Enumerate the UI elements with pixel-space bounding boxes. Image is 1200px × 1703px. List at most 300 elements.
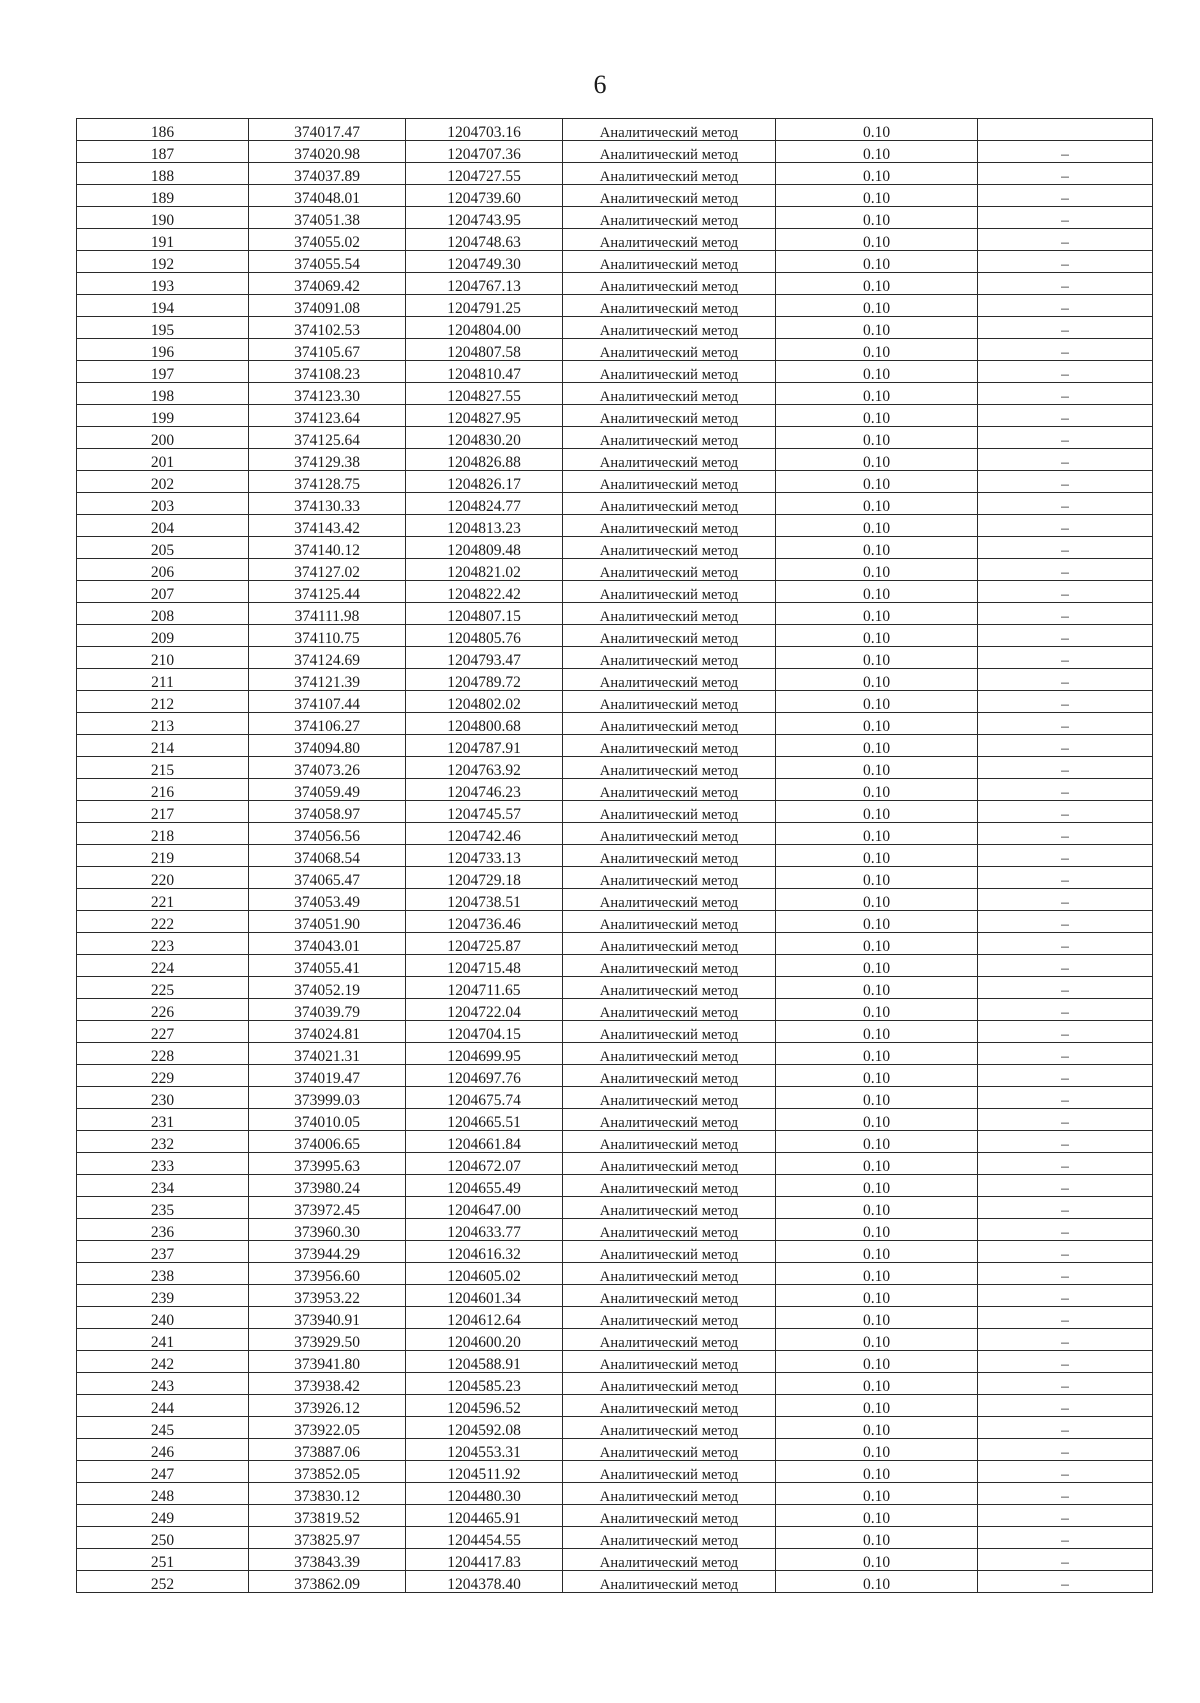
- table-row: [77, 273, 1153, 295]
- accuracy-cell: 0.10: [776, 1175, 978, 1197]
- accuracy-cell: 0.10: [776, 141, 978, 163]
- y-coordinate-cell: 1204807.15: [406, 603, 563, 625]
- note-cell: –: [978, 691, 1153, 713]
- table-row: [77, 1109, 1153, 1131]
- accuracy-cell: 0.10: [776, 1131, 978, 1153]
- x-coordinate-cell: 374124.69: [249, 647, 406, 669]
- method-cell: Аналитический метод: [563, 735, 776, 757]
- x-coordinate-cell: 373819.52: [249, 1505, 406, 1527]
- note-cell: –: [978, 1373, 1153, 1395]
- x-coordinate-cell: 373926.12: [249, 1395, 406, 1417]
- accuracy-cell: 0.10: [776, 207, 978, 229]
- y-coordinate-cell: 1204791.25: [406, 295, 563, 317]
- accuracy-cell: 0.10: [776, 515, 978, 537]
- note-cell: –: [978, 1219, 1153, 1241]
- table-row: [77, 361, 1153, 383]
- page-number: 6: [593, 70, 607, 99]
- point-number-cell: 203: [77, 493, 249, 515]
- y-coordinate-cell: 1204480.30: [406, 1483, 563, 1505]
- note-cell: –: [978, 933, 1153, 955]
- y-coordinate-cell: 1204465.91: [406, 1505, 563, 1527]
- y-coordinate-cell: 1204804.00: [406, 317, 563, 339]
- note-cell: –: [978, 977, 1153, 999]
- accuracy-cell: 0.10: [776, 1307, 978, 1329]
- x-coordinate-cell: 374094.80: [249, 735, 406, 757]
- point-number-cell: 236: [77, 1219, 249, 1241]
- accuracy-cell: 0.10: [776, 1483, 978, 1505]
- method-cell: Аналитический метод: [563, 361, 776, 383]
- accuracy-cell: 0.10: [776, 735, 978, 757]
- y-coordinate-cell: 1204813.23: [406, 515, 563, 537]
- note-cell: –: [978, 1549, 1153, 1571]
- note-cell: –: [978, 1329, 1153, 1351]
- note-cell: [978, 119, 1153, 141]
- y-coordinate-cell: 1204800.68: [406, 713, 563, 735]
- note-cell: –: [978, 713, 1153, 735]
- accuracy-cell: 0.10: [776, 251, 978, 273]
- x-coordinate-cell: 373941.80: [249, 1351, 406, 1373]
- accuracy-cell: 0.10: [776, 559, 978, 581]
- y-coordinate-cell: 1204763.92: [406, 757, 563, 779]
- note-cell: –: [978, 1439, 1153, 1461]
- accuracy-cell: 0.10: [776, 1153, 978, 1175]
- x-coordinate-cell: 374024.81: [249, 1021, 406, 1043]
- table-row: [77, 1219, 1153, 1241]
- x-coordinate-cell: 373843.39: [249, 1549, 406, 1571]
- method-cell: Аналитический метод: [563, 845, 776, 867]
- y-coordinate-cell: 1204592.08: [406, 1417, 563, 1439]
- table-row: [77, 1395, 1153, 1417]
- y-coordinate-cell: 1204454.55: [406, 1527, 563, 1549]
- table-row: [77, 1153, 1153, 1175]
- method-cell: Аналитический метод: [563, 405, 776, 427]
- point-number-cell: 198: [77, 383, 249, 405]
- x-coordinate-cell: 374058.97: [249, 801, 406, 823]
- x-coordinate-cell: 374091.08: [249, 295, 406, 317]
- y-coordinate-cell: 1204805.76: [406, 625, 563, 647]
- table-row: [77, 867, 1153, 889]
- table-row: [77, 1439, 1153, 1461]
- accuracy-cell: 0.10: [776, 317, 978, 339]
- y-coordinate-cell: 1204378.40: [406, 1571, 563, 1593]
- table-row: [77, 559, 1153, 581]
- accuracy-cell: 0.10: [776, 955, 978, 977]
- method-cell: Аналитический метод: [563, 1505, 776, 1527]
- note-cell: –: [978, 295, 1153, 317]
- table-row: [77, 845, 1153, 867]
- note-cell: –: [978, 757, 1153, 779]
- accuracy-cell: 0.10: [776, 1571, 978, 1593]
- table-row: [77, 1417, 1153, 1439]
- method-cell: Аналитический метод: [563, 427, 776, 449]
- note-cell: –: [978, 1197, 1153, 1219]
- method-cell: Аналитический метод: [563, 1527, 776, 1549]
- x-coordinate-cell: 374143.42: [249, 515, 406, 537]
- table-row: [77, 339, 1153, 361]
- note-cell: –: [978, 823, 1153, 845]
- method-cell: Аналитический метод: [563, 1461, 776, 1483]
- point-number-cell: 213: [77, 713, 249, 735]
- y-coordinate-cell: 1204742.46: [406, 823, 563, 845]
- point-number-cell: 243: [77, 1373, 249, 1395]
- x-coordinate-cell: 374106.27: [249, 713, 406, 735]
- x-coordinate-cell: 373830.12: [249, 1483, 406, 1505]
- accuracy-cell: 0.10: [776, 977, 978, 999]
- x-coordinate-cell: 374020.98: [249, 141, 406, 163]
- point-number-cell: 216: [77, 779, 249, 801]
- point-number-cell: 232: [77, 1131, 249, 1153]
- table-row: [77, 141, 1153, 163]
- table-row: [77, 1065, 1153, 1087]
- table-row: [77, 999, 1153, 1021]
- point-number-cell: 191: [77, 229, 249, 251]
- x-coordinate-cell: 374125.64: [249, 427, 406, 449]
- x-coordinate-cell: 374048.01: [249, 185, 406, 207]
- point-number-cell: 188: [77, 163, 249, 185]
- y-coordinate-cell: 1204746.23: [406, 779, 563, 801]
- point-number-cell: 227: [77, 1021, 249, 1043]
- note-cell: –: [978, 1483, 1153, 1505]
- table-row: [77, 1505, 1153, 1527]
- y-coordinate-cell: 1204655.49: [406, 1175, 563, 1197]
- y-coordinate-cell: 1204727.55: [406, 163, 563, 185]
- x-coordinate-cell: 374127.02: [249, 559, 406, 581]
- y-coordinate-cell: 1204511.92: [406, 1461, 563, 1483]
- y-coordinate-cell: 1204661.84: [406, 1131, 563, 1153]
- method-cell: Аналитический метод: [563, 471, 776, 493]
- note-cell: –: [978, 273, 1153, 295]
- table-row: [77, 119, 1153, 141]
- y-coordinate-cell: 1204647.00: [406, 1197, 563, 1219]
- method-cell: Аналитический метод: [563, 207, 776, 229]
- y-coordinate-cell: 1204810.47: [406, 361, 563, 383]
- point-number-cell: 196: [77, 339, 249, 361]
- method-cell: Аналитический метод: [563, 1417, 776, 1439]
- x-coordinate-cell: 374010.05: [249, 1109, 406, 1131]
- point-number-cell: 239: [77, 1285, 249, 1307]
- point-number-cell: 234: [77, 1175, 249, 1197]
- note-cell: –: [978, 427, 1153, 449]
- x-coordinate-cell: 374053.49: [249, 889, 406, 911]
- note-cell: –: [978, 1065, 1153, 1087]
- table-row: [77, 163, 1153, 185]
- note-cell: –: [978, 1351, 1153, 1373]
- accuracy-cell: 0.10: [776, 185, 978, 207]
- x-coordinate-cell: 373995.63: [249, 1153, 406, 1175]
- point-number-cell: 229: [77, 1065, 249, 1087]
- x-coordinate-cell: 373999.03: [249, 1087, 406, 1109]
- note-cell: –: [978, 141, 1153, 163]
- point-number-cell: 205: [77, 537, 249, 559]
- x-coordinate-cell: 374107.44: [249, 691, 406, 713]
- point-number-cell: 235: [77, 1197, 249, 1219]
- note-cell: –: [978, 493, 1153, 515]
- x-coordinate-cell: 374019.47: [249, 1065, 406, 1087]
- accuracy-cell: 0.10: [776, 1087, 978, 1109]
- accuracy-cell: 0.10: [776, 1263, 978, 1285]
- method-cell: Аналитический метод: [563, 317, 776, 339]
- table-row: [77, 1043, 1153, 1065]
- point-number-cell: 244: [77, 1395, 249, 1417]
- x-coordinate-cell: 374073.26: [249, 757, 406, 779]
- accuracy-cell: 0.10: [776, 691, 978, 713]
- method-cell: Аналитический метод: [563, 801, 776, 823]
- note-cell: –: [978, 537, 1153, 559]
- method-cell: Аналитический метод: [563, 1219, 776, 1241]
- note-cell: –: [978, 251, 1153, 273]
- table-row: [77, 823, 1153, 845]
- note-cell: –: [978, 1571, 1153, 1593]
- point-number-cell: 251: [77, 1549, 249, 1571]
- table-row: [77, 537, 1153, 559]
- point-number-cell: 241: [77, 1329, 249, 1351]
- note-cell: –: [978, 647, 1153, 669]
- point-number-cell: 250: [77, 1527, 249, 1549]
- method-cell: Аналитический метод: [563, 647, 776, 669]
- point-number-cell: 237: [77, 1241, 249, 1263]
- y-coordinate-cell: 1204612.64: [406, 1307, 563, 1329]
- point-number-cell: 200: [77, 427, 249, 449]
- table-row: [77, 449, 1153, 471]
- method-cell: Аналитический метод: [563, 383, 776, 405]
- point-number-cell: 208: [77, 603, 249, 625]
- x-coordinate-cell: 373944.29: [249, 1241, 406, 1263]
- table-row: [77, 1351, 1153, 1373]
- point-number-cell: 238: [77, 1263, 249, 1285]
- table-row: [77, 229, 1153, 251]
- method-cell: Аналитический метод: [563, 625, 776, 647]
- method-cell: Аналитический метод: [563, 1263, 776, 1285]
- point-number-cell: 218: [77, 823, 249, 845]
- x-coordinate-cell: 374051.90: [249, 911, 406, 933]
- x-coordinate-cell: 374110.75: [249, 625, 406, 647]
- note-cell: –: [978, 911, 1153, 933]
- accuracy-cell: 0.10: [776, 1109, 978, 1131]
- method-cell: Аналитический метод: [563, 251, 776, 273]
- accuracy-cell: 0.10: [776, 625, 978, 647]
- y-coordinate-cell: 1204699.95: [406, 1043, 563, 1065]
- method-cell: Аналитический метод: [563, 119, 776, 141]
- note-cell: –: [978, 1021, 1153, 1043]
- y-coordinate-cell: 1204601.34: [406, 1285, 563, 1307]
- table-row: [77, 647, 1153, 669]
- method-cell: Аналитический метод: [563, 1439, 776, 1461]
- table-row: [77, 1285, 1153, 1307]
- point-number-cell: 193: [77, 273, 249, 295]
- point-number-cell: 225: [77, 977, 249, 999]
- y-coordinate-cell: 1204739.60: [406, 185, 563, 207]
- point-number-cell: 206: [77, 559, 249, 581]
- accuracy-cell: 0.10: [776, 1043, 978, 1065]
- coordinates-table: [76, 118, 1153, 1593]
- method-cell: Аналитический метод: [563, 141, 776, 163]
- method-cell: Аналитический метод: [563, 691, 776, 713]
- note-cell: –: [978, 1417, 1153, 1439]
- x-coordinate-cell: 374108.23: [249, 361, 406, 383]
- table-row: [77, 889, 1153, 911]
- method-cell: Аналитический метод: [563, 823, 776, 845]
- accuracy-cell: 0.10: [776, 1461, 978, 1483]
- x-coordinate-cell: 373887.06: [249, 1439, 406, 1461]
- note-cell: –: [978, 339, 1153, 361]
- x-coordinate-cell: 374006.65: [249, 1131, 406, 1153]
- x-coordinate-cell: 373960.30: [249, 1219, 406, 1241]
- point-number-cell: 246: [77, 1439, 249, 1461]
- x-coordinate-cell: 373940.91: [249, 1307, 406, 1329]
- method-cell: Аналитический метод: [563, 1395, 776, 1417]
- note-cell: –: [978, 735, 1153, 757]
- note-cell: –: [978, 625, 1153, 647]
- y-coordinate-cell: 1204417.83: [406, 1549, 563, 1571]
- method-cell: Аналитический метод: [563, 911, 776, 933]
- y-coordinate-cell: 1204665.51: [406, 1109, 563, 1131]
- accuracy-cell: 0.10: [776, 339, 978, 361]
- y-coordinate-cell: 1204826.17: [406, 471, 563, 493]
- table-row: [77, 515, 1153, 537]
- accuracy-cell: 0.10: [776, 361, 978, 383]
- table-row: [77, 1483, 1153, 1505]
- point-number-cell: 245: [77, 1417, 249, 1439]
- x-coordinate-cell: 374111.98: [249, 603, 406, 625]
- note-cell: –: [978, 669, 1153, 691]
- table-row: [77, 405, 1153, 427]
- method-cell: Аналитический метод: [563, 1549, 776, 1571]
- table-row: [77, 295, 1153, 317]
- point-number-cell: 195: [77, 317, 249, 339]
- y-coordinate-cell: 1204745.57: [406, 801, 563, 823]
- point-number-cell: 228: [77, 1043, 249, 1065]
- note-cell: –: [978, 1131, 1153, 1153]
- point-number-cell: 204: [77, 515, 249, 537]
- method-cell: Аналитический метод: [563, 163, 776, 185]
- note-cell: –: [978, 955, 1153, 977]
- x-coordinate-cell: 373956.60: [249, 1263, 406, 1285]
- accuracy-cell: 0.10: [776, 427, 978, 449]
- method-cell: Аналитический метод: [563, 1153, 776, 1175]
- accuracy-cell: 0.10: [776, 1065, 978, 1087]
- coordinates-table-body: [77, 119, 1153, 1593]
- note-cell: –: [978, 449, 1153, 471]
- table-row: [77, 207, 1153, 229]
- note-cell: –: [978, 1527, 1153, 1549]
- table-row: [77, 251, 1153, 273]
- method-cell: Аналитический метод: [563, 603, 776, 625]
- table-row: [77, 1527, 1153, 1549]
- note-cell: –: [978, 1043, 1153, 1065]
- point-number-cell: 233: [77, 1153, 249, 1175]
- point-number-cell: 249: [77, 1505, 249, 1527]
- table-row: [77, 779, 1153, 801]
- note-cell: –: [978, 471, 1153, 493]
- accuracy-cell: 0.10: [776, 603, 978, 625]
- point-number-cell: 252: [77, 1571, 249, 1593]
- accuracy-cell: 0.10: [776, 581, 978, 603]
- note-cell: –: [978, 515, 1153, 537]
- x-coordinate-cell: 374065.47: [249, 867, 406, 889]
- note-cell: –: [978, 999, 1153, 1021]
- accuracy-cell: 0.10: [776, 1439, 978, 1461]
- note-cell: –: [978, 845, 1153, 867]
- note-cell: –: [978, 603, 1153, 625]
- accuracy-cell: 0.10: [776, 867, 978, 889]
- method-cell: Аналитический метод: [563, 1021, 776, 1043]
- accuracy-cell: 0.10: [776, 405, 978, 427]
- accuracy-cell: 0.10: [776, 1021, 978, 1043]
- x-coordinate-cell: 374037.89: [249, 163, 406, 185]
- y-coordinate-cell: 1204605.02: [406, 1263, 563, 1285]
- accuracy-cell: 0.10: [776, 713, 978, 735]
- note-cell: –: [978, 1153, 1153, 1175]
- x-coordinate-cell: 373922.05: [249, 1417, 406, 1439]
- table-row: [77, 1131, 1153, 1153]
- table-row: [77, 1241, 1153, 1263]
- method-cell: Аналитический метод: [563, 1373, 776, 1395]
- note-cell: –: [978, 1263, 1153, 1285]
- y-coordinate-cell: 1204787.91: [406, 735, 563, 757]
- note-cell: –: [978, 1109, 1153, 1131]
- y-coordinate-cell: 1204738.51: [406, 889, 563, 911]
- method-cell: Аналитический метод: [563, 581, 776, 603]
- x-coordinate-cell: 374017.47: [249, 119, 406, 141]
- table-row: [77, 713, 1153, 735]
- table-row: [77, 1549, 1153, 1571]
- method-cell: Аналитический метод: [563, 1285, 776, 1307]
- x-coordinate-cell: 374055.54: [249, 251, 406, 273]
- method-cell: Аналитический метод: [563, 1241, 776, 1263]
- note-cell: –: [978, 317, 1153, 339]
- method-cell: Аналитический метод: [563, 889, 776, 911]
- accuracy-cell: 0.10: [776, 779, 978, 801]
- point-number-cell: 197: [77, 361, 249, 383]
- x-coordinate-cell: 374068.54: [249, 845, 406, 867]
- point-number-cell: 224: [77, 955, 249, 977]
- point-number-cell: 230: [77, 1087, 249, 1109]
- accuracy-cell: 0.10: [776, 1527, 978, 1549]
- table-row: [77, 427, 1153, 449]
- accuracy-cell: 0.10: [776, 1417, 978, 1439]
- method-cell: Аналитический метод: [563, 1351, 776, 1373]
- accuracy-cell: 0.10: [776, 1285, 978, 1307]
- method-cell: Аналитический метод: [563, 1307, 776, 1329]
- y-coordinate-cell: 1204704.15: [406, 1021, 563, 1043]
- method-cell: Аналитический метод: [563, 999, 776, 1021]
- point-number-cell: 202: [77, 471, 249, 493]
- accuracy-cell: 0.10: [776, 493, 978, 515]
- note-cell: –: [978, 163, 1153, 185]
- accuracy-cell: 0.10: [776, 999, 978, 1021]
- accuracy-cell: 0.10: [776, 295, 978, 317]
- x-coordinate-cell: 374123.30: [249, 383, 406, 405]
- point-number-cell: 190: [77, 207, 249, 229]
- method-cell: Аналитический метод: [563, 229, 776, 251]
- method-cell: Аналитический метод: [563, 559, 776, 581]
- note-cell: –: [978, 185, 1153, 207]
- accuracy-cell: 0.10: [776, 1549, 978, 1571]
- method-cell: Аналитический метод: [563, 1329, 776, 1351]
- y-coordinate-cell: 1204733.13: [406, 845, 563, 867]
- table-row: [77, 1571, 1153, 1593]
- accuracy-cell: 0.10: [776, 647, 978, 669]
- y-coordinate-cell: 1204715.48: [406, 955, 563, 977]
- y-coordinate-cell: 1204807.58: [406, 339, 563, 361]
- note-cell: –: [978, 229, 1153, 251]
- y-coordinate-cell: 1204672.07: [406, 1153, 563, 1175]
- x-coordinate-cell: 374130.33: [249, 493, 406, 515]
- y-coordinate-cell: 1204793.47: [406, 647, 563, 669]
- point-number-cell: 220: [77, 867, 249, 889]
- note-cell: –: [978, 1175, 1153, 1197]
- note-cell: –: [978, 1395, 1153, 1417]
